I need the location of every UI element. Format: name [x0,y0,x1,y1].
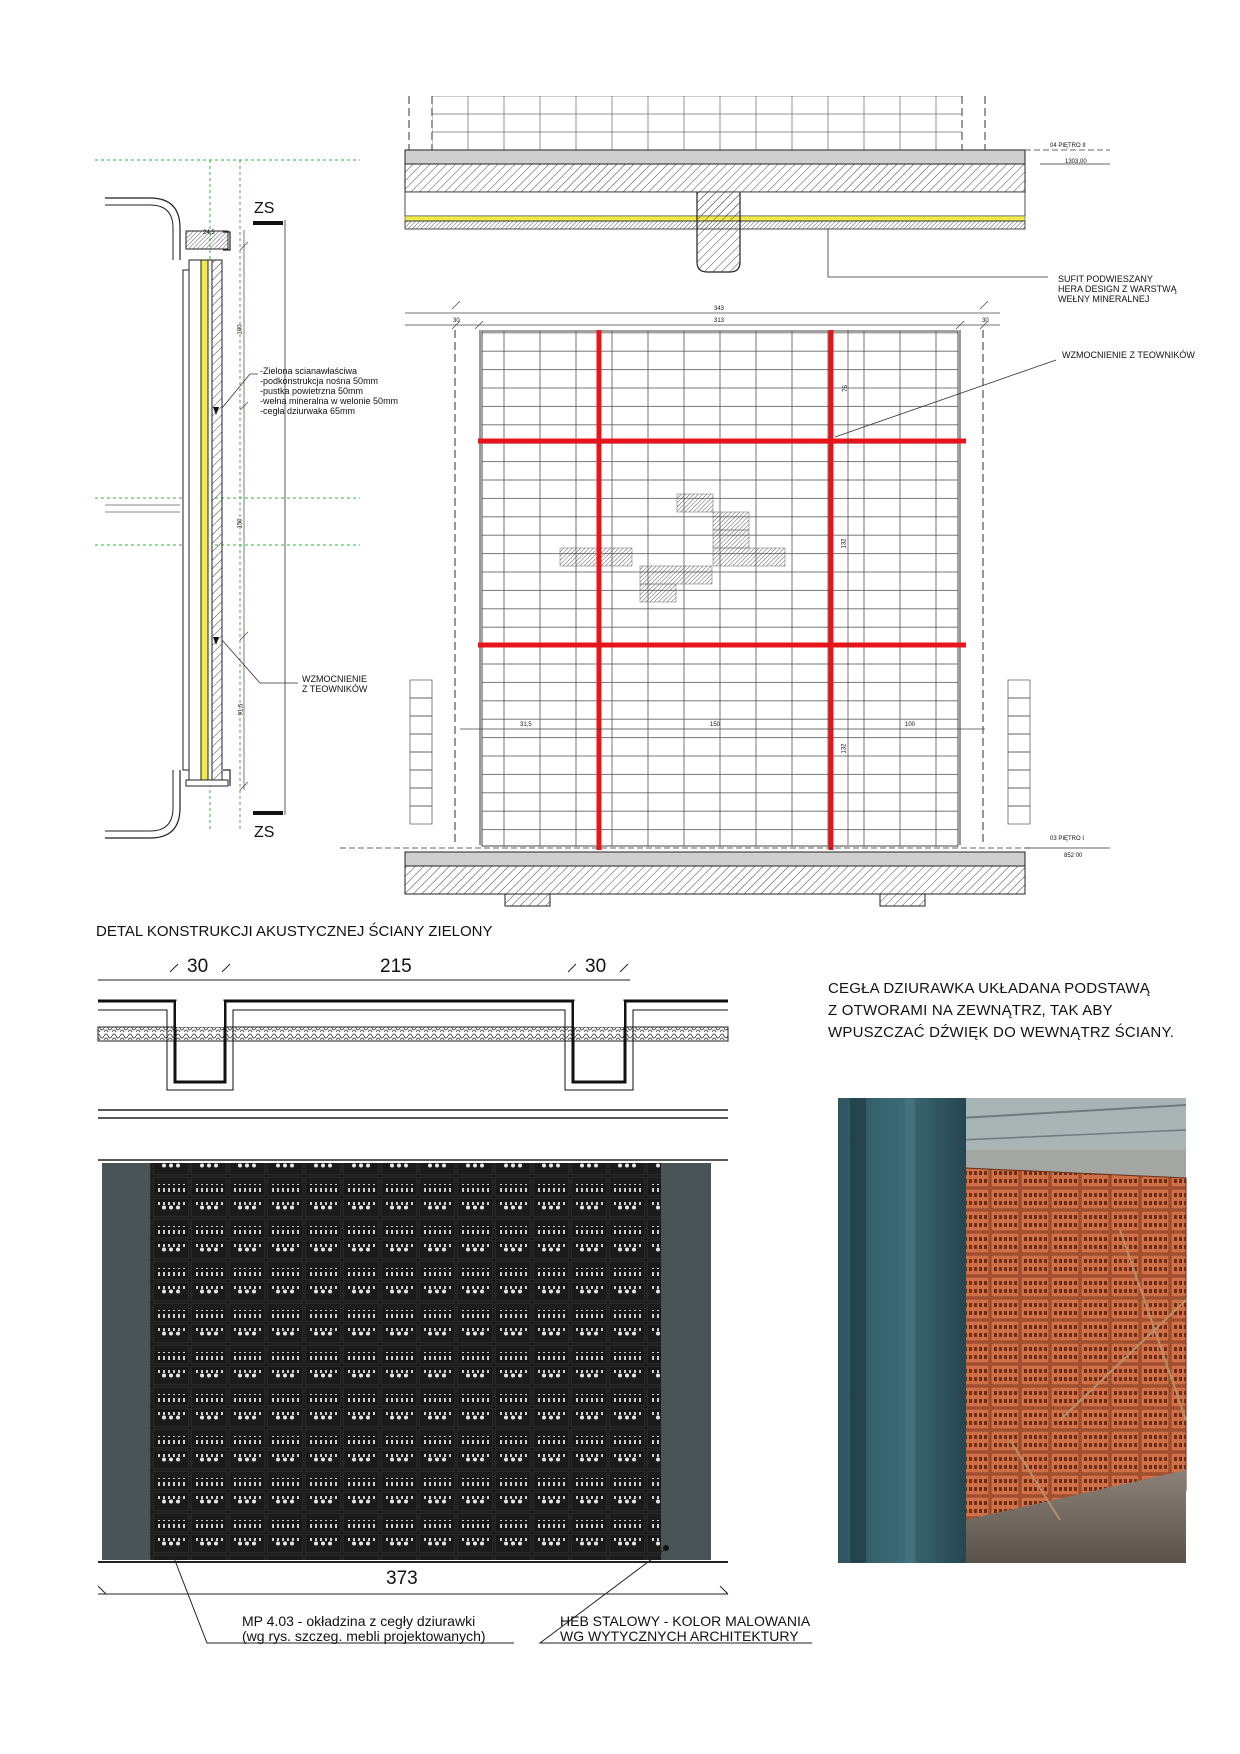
ceiling-line: WEŁNY MINERALNEJ [1058,294,1150,304]
detail-dim-width: 373 [386,1568,418,1589]
bricks-label-line: MP 4.03 - okładzina z cegły dziurawki [242,1613,476,1629]
level-bottom-name: 03 PIĘTRO I [1050,836,1085,842]
dim-side-top: 75 [842,385,849,392]
detail-dim-right: 30 [585,956,607,977]
detail-profile [98,964,728,1118]
detail-dim-left: 30 [187,956,209,977]
dim-center: 313 [714,318,725,324]
layer-item: -pustka powietrzna 50mm [260,386,364,396]
layer-list [260,366,398,416]
layer-item: -Zielona scianawłaściwa [260,366,358,376]
left-section-drawing [95,160,360,838]
bricks-label [242,1614,486,1644]
dim-total: 343 [714,306,725,312]
photo-note-line: Z OTWORAMI NA ZEWNĄTRZ, TAK ABY [828,1002,1113,1019]
ceiling-label [1058,274,1177,304]
level-bottom-value: 852 00 [1064,853,1083,859]
dim-right: 30 [982,318,989,324]
layer-item: -cegła dziurwaka 65mm [260,406,356,416]
construction-photo [838,1098,1186,1563]
layer-item: -wełna mineralna w welonie 50mm [260,396,399,406]
layer-item: -podkonstrukcja nośna 50mm [260,376,379,386]
bricks-label-line: (wg rys. szczeg. mebli projektowanych) [242,1628,486,1644]
left-reinforcement-line: Z TEOWNIKÓW [302,684,368,694]
dim-h-lower: 132 [841,743,848,754]
steel-label-line: HEB STALOWY - KOLOR MALOWANIA [560,1613,811,1629]
elevation-drawing [340,96,1110,906]
level-top-name: 04 PIĘTRO II [1050,143,1086,149]
dim-left: 30 [453,318,460,324]
zs-marker-top: ZS [254,200,275,217]
steel-label [560,1614,810,1644]
ceiling-line: SUFIT PODWIESZANY [1058,274,1153,284]
level-top-value: 1303,00 [1065,159,1087,165]
photo-note [828,978,1174,1044]
detail-dim-mid: 215 [380,956,412,977]
brick-elevation [98,1160,812,1643]
elevation-reinforcement-label: WZMOCNIENIE Z TEOWNIKÓW [1062,350,1195,360]
steel-label-line: WG WYTYCZNYCH ARCHITEKTURY [560,1628,799,1644]
ceiling-line: HERA DESIGN Z WARSTWĄ [1058,284,1177,294]
dim-bottom-mid: 150 [710,722,721,728]
left-reinforcement-line: WZMOCNIENIE [302,674,367,684]
dim-h-upper: 132 [841,538,848,549]
dim-lower-label: 91,5 [238,703,245,716]
dim-bottom-left: 31,5 [520,722,532,728]
dim-top-label: 24,5 [203,230,215,236]
zs-marker-bottom: ZS [254,824,275,841]
photo-note-line: CEGŁA DZIURAWKA UKŁADANA PODSTAWĄ [828,980,1150,997]
dim-bottom-right: 100 [905,722,916,728]
left-reinforcement-label [302,674,367,694]
detail-title: DETAL KONSTRUKCJI AKUSTYCZNEJ ŚCIANY ZIELONY [96,923,493,940]
dim-middle-label: 150 [237,518,244,529]
photo-note-line: WPUSZCZAĆ DŹWIĘK DO WEWNĄTRZ ŚCIANY. [828,1024,1175,1041]
dim-upper-label: 100 [237,324,244,335]
